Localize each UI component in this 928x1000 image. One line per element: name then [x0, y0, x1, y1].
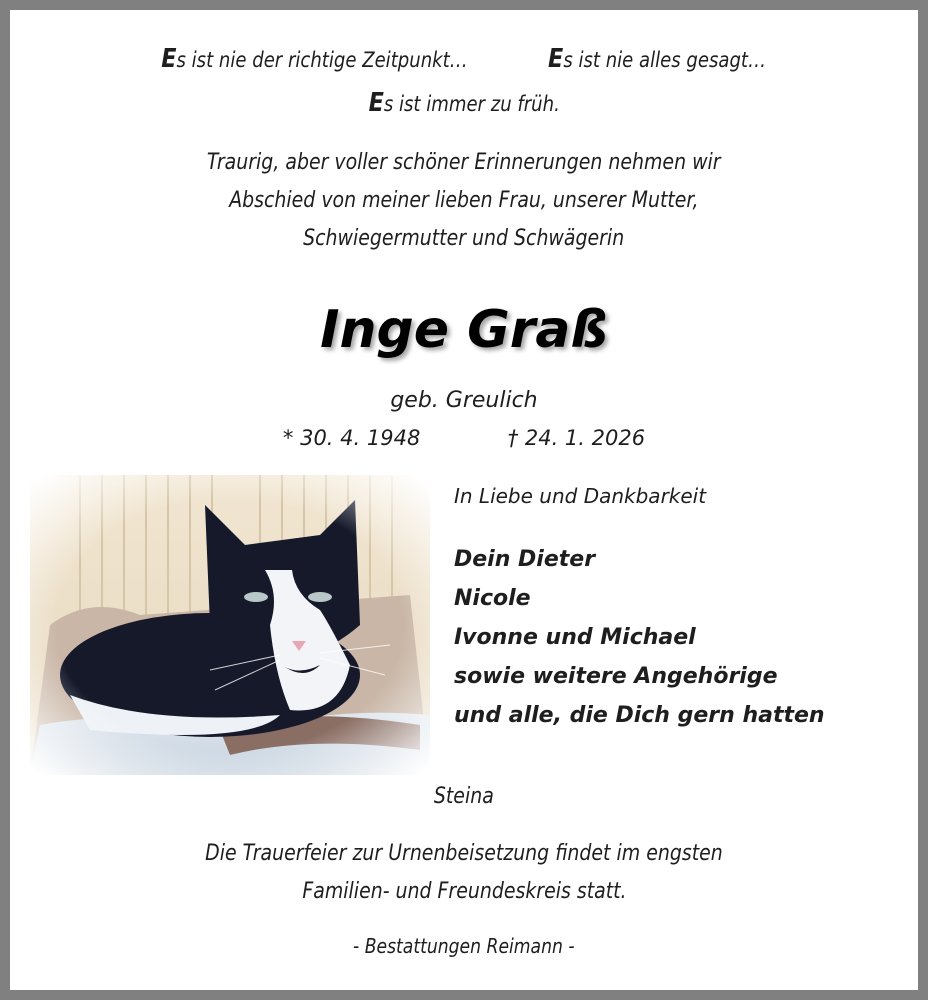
intro-line: Traurig, aber voller schöner Erinnerungen nehmen wir — [207, 150, 721, 175]
mourner-name: und alle, die Dich gern hatten — [454, 703, 825, 728]
mourner-name: Ivonne und Michael — [454, 625, 696, 650]
motto-text: s ist immer zu früh. — [383, 92, 560, 116]
intro-line: Abschied von meiner lieben Frau, unserer Mutter, — [229, 188, 699, 213]
ceremony-text — [10, 835, 918, 911]
motto-line-1 — [10, 44, 918, 74]
obituary-card — [10, 10, 918, 990]
undertaker-text: - Bestattungen Reimann - — [353, 934, 575, 958]
mourner-name: Nicole — [454, 586, 531, 611]
motto-text-right: s ist nie alles gesagt… — [563, 48, 767, 72]
motto-text-left: s ist nie der richtige Zeitpunkt… — [176, 48, 469, 72]
undertaker — [10, 934, 918, 958]
death-date: † 24. 1. 2026 — [507, 426, 646, 450]
maiden-name: geb. Greulich — [390, 388, 538, 413]
ceremony-line: Die Trauerfeier zur Urnenbeisetzung findet im engsten — [205, 841, 723, 866]
ceremony-line: Familien- und Freundeskreis statt. — [301, 879, 627, 904]
mourner-name: sowie weitere Angehörige — [454, 664, 778, 689]
cat-photo — [30, 475, 430, 775]
mourner-name: Dein Dieter — [454, 547, 596, 572]
birth-date: * 30. 4. 1948 — [282, 426, 421, 450]
place — [10, 778, 918, 816]
motto-line-2 — [10, 88, 918, 118]
mourners-list — [454, 540, 825, 735]
deceased-name: Inge Graß — [320, 300, 608, 360]
cat-image — [30, 475, 430, 775]
motto-initial: E — [161, 44, 177, 74]
motto-initial: E — [368, 88, 384, 118]
place-text: Steina — [434, 784, 494, 809]
life-dates — [10, 426, 918, 450]
intro-text — [10, 144, 918, 258]
intro-line: Schwiegermutter und Schwägerin — [303, 226, 625, 251]
mourners-intro: In Liebe und Dankbarkeit — [454, 484, 707, 508]
motto-initial: E — [548, 44, 564, 74]
